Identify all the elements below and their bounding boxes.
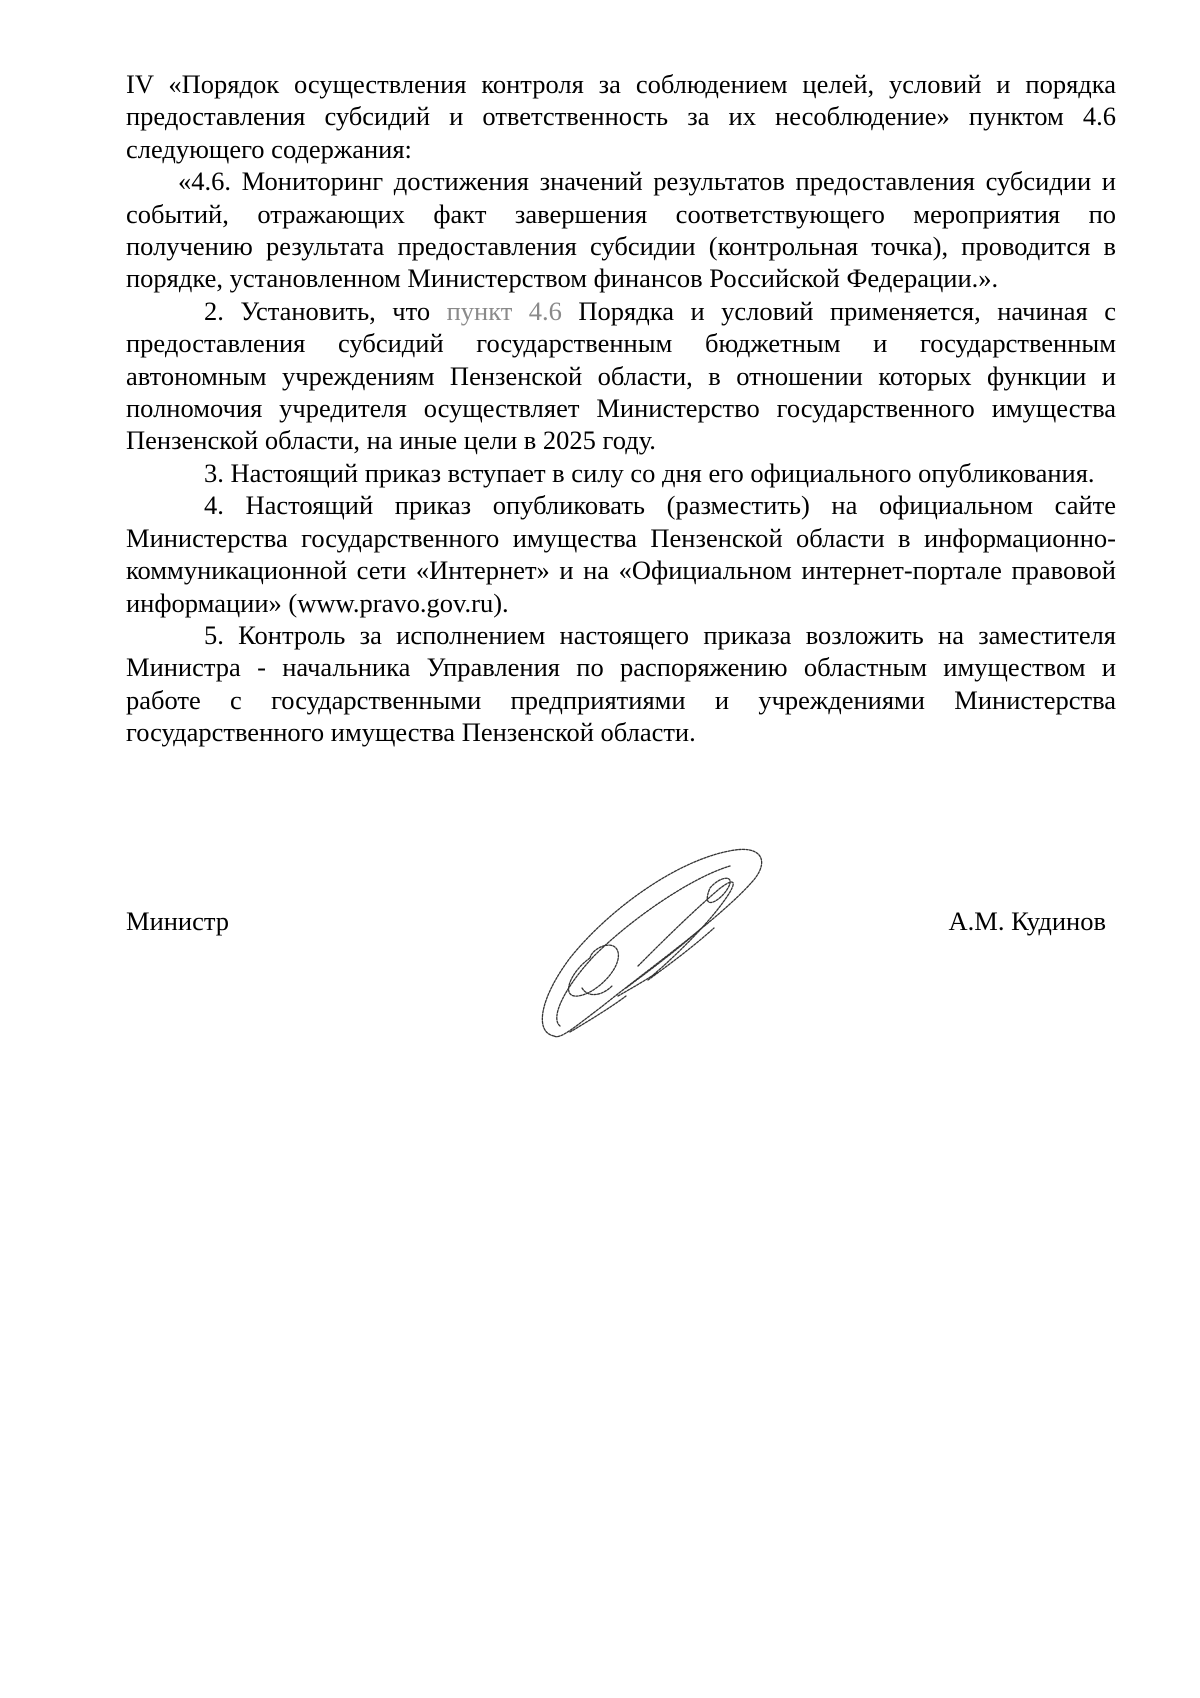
paragraph-item-2-faint-ref: пункт 4.6 bbox=[446, 295, 562, 326]
paragraph-section-iv-intro: IV «Порядок осуществления контроля за соблюдением целей, условий и порядка предоставления субсидий и ответственность за их несоблюдение» пунктом 4.6 следующего содержания: bbox=[126, 69, 1116, 164]
document-body bbox=[126, 68, 1116, 749]
handwritten-signature bbox=[530, 848, 790, 1048]
paragraph-item-2-lead: 2. Установить, что bbox=[204, 295, 447, 326]
signatory-title: Министр bbox=[126, 906, 230, 936]
signatory-name: А.М. Кудинов bbox=[948, 906, 1106, 936]
paragraph-item-4: 4. Настоящий приказ опубликовать (разместить) на официальном сайте Министерства государственного имущества Пензенской области в информационно-коммуникационной сети «Интернет» и на «Официальном интернет-портале правовой информации» (www.pravo.gov.ru). bbox=[126, 490, 1116, 618]
paragraph-item-4-6: «4.6. Мониторинг достижения значений результатов предоставления субсидии и событий, отражающих факт завершения соответствующего мероприятия по получению результата предоставления субсидии (контрольная точка), проводится в порядке, установленном Министерством финансов Российской Федерации.». bbox=[126, 166, 1116, 294]
paragraph-item-2 bbox=[126, 295, 1116, 457]
paragraph-item-2-rest: Порядка и условий применяется, начиная с предоставления субсидий государственным бюджетным и государственным автономным учреждениям Пензенской области, в отношении которых функции и полномочия учредителя осуществляет Министерство государственного имущества Пензенской области, на иные цели в 2025 году. bbox=[126, 295, 1116, 456]
paragraph-item-5: 5. Контроль за исполнением настоящего приказа возложить на заместителя Министра - начальника Управления по распоряжению областным имуществом и работе с государственными предприятиями и учреждениями Министерства государственного имущества Пензенской области. bbox=[126, 619, 1116, 748]
paragraph-item-3: 3. Настоящий приказ вступает в силу со дня его официального опубликования. bbox=[204, 457, 1095, 488]
